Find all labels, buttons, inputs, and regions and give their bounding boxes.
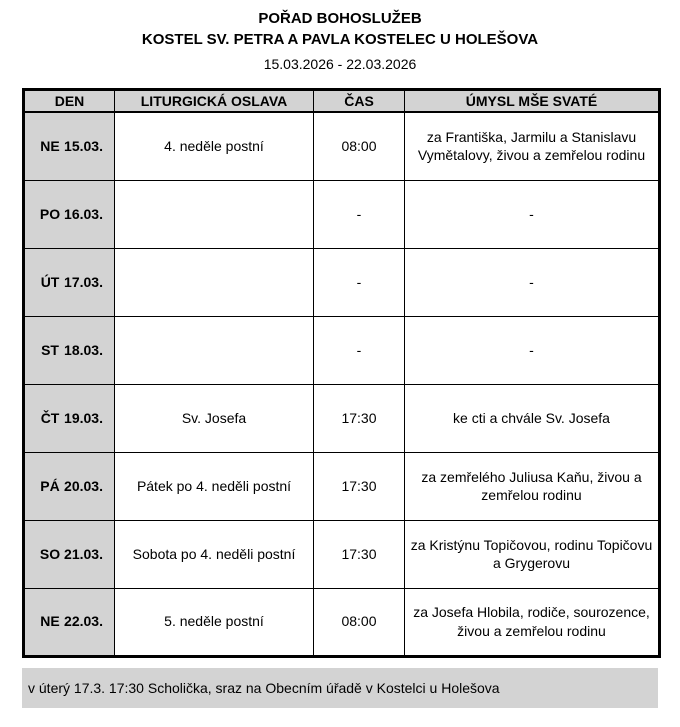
document-header (0, 0, 680, 73)
day-cell (24, 248, 115, 316)
header-day: DEN (24, 90, 115, 113)
day-abbr: PÁ (40, 477, 60, 494)
day-abbr: NE (40, 138, 60, 155)
time-cell: - (314, 316, 405, 384)
time-cell: - (314, 248, 405, 316)
day-date: 21.03. (64, 545, 103, 562)
celebration-cell: 4. neděle postní (115, 112, 314, 180)
intention-cell: - (405, 248, 660, 316)
celebration-cell (115, 248, 314, 316)
day-cell (24, 520, 115, 588)
day-date: 19.03. (64, 409, 103, 426)
time-cell: 08:00 (314, 112, 405, 180)
celebration-cell: Pátek po 4. neděli postní (115, 452, 314, 520)
intention-cell: za Josefa Hlobila, rodiče, sourozence, živou a zemřelou rodinu (405, 588, 660, 656)
day-abbr: NE (40, 613, 60, 630)
time-cell: 17:30 (314, 520, 405, 588)
time-cell: - (314, 180, 405, 248)
day-cell (24, 316, 115, 384)
day-abbr: ST (41, 341, 59, 358)
day-cell (24, 112, 115, 180)
day-date: 20.03. (64, 477, 103, 494)
day-date: 17.03. (64, 273, 103, 290)
announcement-text: v úterý 17.3. 17:30 Scholička, sraz na Obecním úřadě v Kostelci u Holešova (28, 680, 500, 696)
intention-cell: za Františka, Jarmilu a Stanislavu Vymětalovy, živou a zemřelou rodinu (405, 112, 660, 180)
church-name: KOSTEL SV. PETRA A PAVLA KOSTELEC U HOLEŠOVA (141, 31, 539, 48)
table-row (24, 180, 660, 248)
document-title: POŘAD BOHOSLUŽEB (258, 10, 422, 27)
day-cell (24, 384, 115, 452)
table-row (24, 248, 660, 316)
celebration-cell: Sv. Josefa (115, 384, 314, 452)
announcement-bar (22, 668, 658, 708)
date-range: 15.03.2026 - 22.03.2026 (263, 56, 417, 72)
intention-cell: - (405, 180, 660, 248)
time-cell: 17:30 (314, 384, 405, 452)
intention-cell: za Kristýnu Topičovou, rodinu Topičovu a Grygerovu (405, 520, 660, 588)
day-abbr: PO (39, 205, 61, 222)
celebration-cell: 5. neděle postní (115, 588, 314, 656)
day-cell (24, 180, 115, 248)
table-header-row (24, 90, 660, 113)
day-date: 15.03. (64, 138, 103, 155)
intention-cell: - (405, 316, 660, 384)
mass-schedule-table (22, 88, 661, 658)
table-row (24, 112, 660, 180)
table-row (24, 520, 660, 588)
intention-cell: ke cti a chvále Sv. Josefa (405, 384, 660, 452)
day-abbr: SO (39, 545, 61, 562)
table-row (24, 588, 660, 656)
header-time: ČAS (314, 90, 405, 113)
day-abbr: ÚT (40, 273, 60, 290)
day-abbr: ČT (40, 409, 60, 426)
celebration-cell (115, 180, 314, 248)
day-cell (24, 452, 115, 520)
table-row (24, 384, 660, 452)
day-date: 16.03. (64, 205, 103, 222)
day-cell (24, 588, 115, 656)
header-celebration: LITURGICKÁ OSLAVA (115, 90, 314, 113)
table-row (24, 316, 660, 384)
header-intention: ÚMYSL MŠE SVATÉ (405, 90, 660, 113)
celebration-cell (115, 316, 314, 384)
day-date: 22.03. (64, 613, 103, 630)
intention-cell: za zemřelého Juliusa Kaňu, živou a zemřelou rodinu (405, 452, 660, 520)
day-date: 18.03. (64, 341, 103, 358)
time-cell: 17:30 (314, 452, 405, 520)
celebration-cell: Sobota po 4. neděli postní (115, 520, 314, 588)
time-cell: 08:00 (314, 588, 405, 656)
table-row (24, 452, 660, 520)
